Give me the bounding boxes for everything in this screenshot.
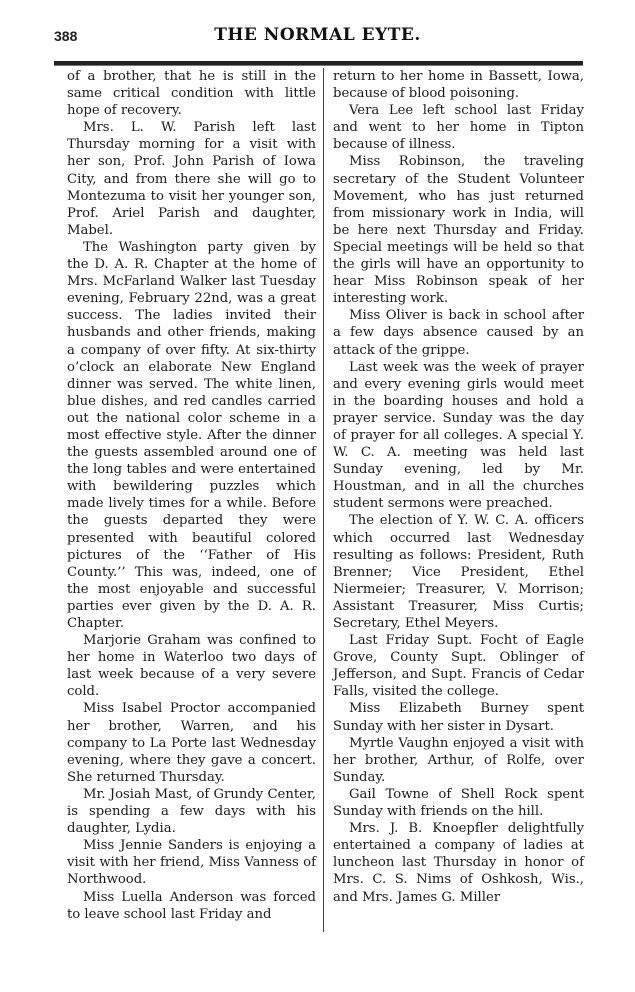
paragraph: of a brother, that he is still in the same critical condition with little hope of recovery. [67,69,316,119]
paragraph: Miss Elizabeth Burney spent Sunday with her sister in Dysart. [333,701,584,734]
paragraph: Miss Luella Anderson was forced to leave school last Friday and [67,889,316,922]
right-column [333,68,584,906]
running-head-title: THE NORMAL EYTE. [214,25,421,45]
paragraph: The Washington party given by the D. A. R. Chapter at the home of Mrs. McFarland Walker last Tuesday evening, February 22nd, was a great success. The ladies invited their husbands and other friends, making a company of over fifty. At six-thirty o’clock an elaborate New England dinner was served. The white linen, blue dishes, and red candles carried out the national color scheme in a most effective style. After the dinner the guests assembled around one of the long tables and were entertained with bewildering puzzles which made lively times for a while. Before the guests departed they were presented with beautiful colored pictures of the ‘‘Father of His County.’’ This was, indeed, one of the most enjoyable and successful parties ever given by the D. A. R. Chapter. [67,239,316,631]
paragraph: Last week was the week of prayer and every evening girls would meet in the boarding houses and hold a prayer service. Sunday was the day of prayer for all colleges. A special Y. W. C. A. meeting was held last Sunday evening, led by Mr. Houstman, and in all the churches student sermons were preached. [333,359,584,512]
paragraph: Last Friday Supt. Focht of Eagle Grove, County Supt. Oblinger of Jefferson, and Supt. Francis of Cedar Falls, visited the college. [333,633,584,700]
column-divider [323,68,324,932]
paragraph: Miss Jennie Sanders is enjoying a visit with her friend, Miss Vanness of Northwood. [67,838,316,888]
left-column [67,68,316,923]
page-number: 388 [54,28,78,44]
paragraph: Miss Robinson, the traveling secretary of the Student Volunteer Movement, who has just returned from missionary work in India, will be here next Thursday and Friday. Special meetings will be held so that the girls will have an opportunity to hear Miss Robinson speak of her interesting work. [333,154,584,307]
header-rule [54,61,583,66]
paragraph: Mrs. J. B. Knoepfler delightfully entertained a company of ladies at luncheon last Thursday in honor of Mrs. C. S. Nims of Oshkosh, Wis., and Mrs. James G. Miller [333,821,584,905]
paragraph: The election of Y. W. C. A. officers which occurred last Wednesday resulting as follows: President, Ruth Brenner; Vice President, Ethel Niermeier; Treasurer, V. Morrison; Assistant Treasurer, Miss Curtis; Secretary, Ethel Meyers. [333,513,584,631]
paragraph: Mrs. L. W. Parish left last Thursday morning for a visit with her son, Prof. John Parish of Iowa City, and from there she will go to Montezuma to visit her younger son, Prof. Ariel Parish and daughter, Mabel. [67,120,316,238]
paragraph: Vera Lee left school last Friday and went to her home in Tipton because of illness. [333,103,584,153]
paragraph: return to her home in Bassett, Iowa, because of blood poisoning. [333,69,584,102]
paragraph: Myrtle Vaughn enjoyed a visit with her brother, Arthur, of Rolfe, over Sunday. [333,735,584,785]
paragraph: Mr. Josiah Mast, of Grundy Center, is spending a few days with his daughter, Lydia. [67,786,316,837]
paragraph: Marjorie Graham was confined to her home in Waterloo two days of last week because of a very severe cold. [67,633,316,700]
paragraph: Gail Towne of Shell Rock spent Sunday with friends on the hill. [333,786,584,820]
paragraph: Miss Isabel Proctor accompanied her brother, Warren, and his company to La Porte last Wednesday evening, where they gave a concert. She returned Thursday. [67,701,316,785]
paragraph: Miss Oliver is back in school after a few days absence caused by an attack of the grippe. [333,308,584,358]
